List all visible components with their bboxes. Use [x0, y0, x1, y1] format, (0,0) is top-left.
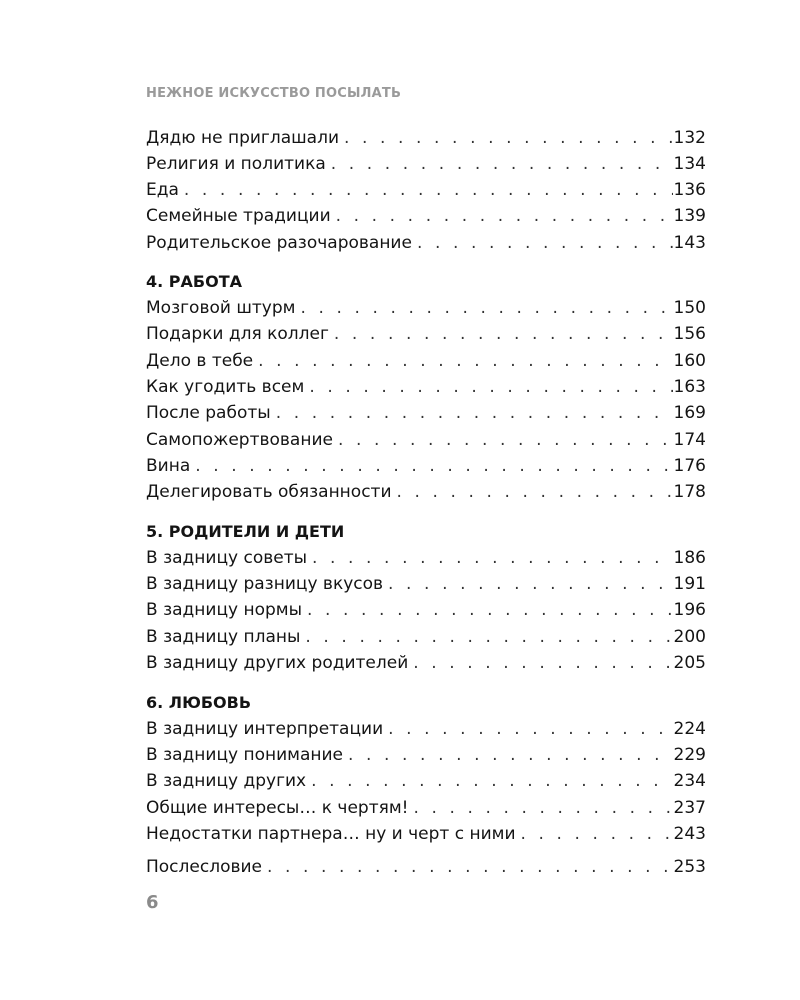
section-heading: 6. ЛЮБОВЬ	[146, 693, 252, 712]
toc-entry	[146, 178, 706, 202]
toc-entry-title: Религия и политика	[146, 154, 326, 174]
toc-entry-title: В задницу советы	[146, 548, 308, 568]
dot-leader	[336, 204, 673, 228]
dot-leader	[413, 796, 672, 820]
toc-entry	[146, 204, 706, 228]
toc-entry-page: 139	[673, 206, 706, 226]
toc-entry-title: Дело в тебе	[146, 351, 254, 371]
dot-leader	[417, 231, 673, 255]
toc-entry	[146, 322, 706, 346]
toc-entry-page: 186	[673, 548, 706, 568]
toc-entry	[146, 822, 706, 846]
dot-leader	[307, 598, 673, 622]
toc-entry	[146, 401, 706, 425]
toc-entry	[146, 152, 706, 176]
toc-entry-afterword	[146, 855, 706, 879]
toc-entry-title: В задницу других	[146, 771, 307, 791]
toc-entry-title: В задницу планы	[146, 627, 301, 647]
toc-entry-page: 229	[673, 745, 706, 765]
toc-entry-page: 134	[673, 154, 706, 174]
toc-entry	[146, 651, 706, 675]
toc-entry-title: В задницу понимание	[146, 745, 344, 765]
toc-entry-page: 156	[673, 324, 706, 344]
page-number: 6	[146, 892, 159, 913]
toc-entry	[146, 231, 706, 255]
dot-leader	[305, 625, 672, 649]
toc-entry-title: В задницу интерпретации	[146, 719, 384, 739]
toc-entry	[146, 296, 706, 320]
toc-entry	[146, 480, 706, 504]
toc-entry-page: 163	[673, 377, 706, 397]
dot-leader	[413, 651, 672, 675]
toc-entry-title: Вина	[146, 456, 191, 476]
dot-leader	[397, 480, 673, 504]
toc-entry	[146, 625, 706, 649]
toc-entry-title: Как угодить всем	[146, 377, 305, 397]
toc-entry-title: После работы	[146, 403, 271, 423]
toc-entry	[146, 769, 706, 793]
toc-entry	[146, 349, 706, 373]
dot-leader	[334, 322, 673, 346]
dot-leader	[184, 178, 673, 202]
toc-entry-page: 234	[673, 771, 706, 791]
section-heading: 5. РОДИТЕЛИ И ДЕТИ	[146, 522, 345, 541]
toc-entry	[146, 598, 706, 622]
toc-entry-page: 224	[673, 719, 706, 739]
dot-leader	[312, 546, 673, 570]
toc-entry-page: 200	[673, 627, 706, 647]
dot-leader	[300, 296, 672, 320]
dot-leader	[258, 349, 672, 373]
dot-leader	[195, 454, 672, 478]
toc-entry	[146, 375, 706, 399]
dot-leader	[276, 401, 673, 425]
dot-leader	[309, 375, 672, 399]
toc-entry-title: В задницу нормы	[146, 600, 303, 620]
toc-entry-title: Дядю не приглашали	[146, 128, 340, 148]
toc-entry-page: 150	[673, 298, 706, 318]
running-head: НЕЖНОЕ ИСКУССТВО ПОСЫЛАТЬ	[146, 86, 402, 101]
toc-entry-page: 160	[673, 351, 706, 371]
toc-entry-page: 237	[673, 798, 706, 818]
dot-leader	[388, 572, 673, 596]
toc-entry-title: Самопожертвование	[146, 430, 333, 450]
dot-leader	[338, 428, 673, 452]
dot-leader	[521, 822, 673, 846]
dot-leader	[331, 152, 673, 176]
toc-entry-title: Недостатки партнера… ну и черт с ними	[146, 824, 516, 844]
toc-entry	[146, 546, 706, 570]
toc-entry	[146, 572, 706, 596]
section-heading: 4. РАБОТА	[146, 272, 242, 291]
toc-entry-page: 169	[673, 403, 706, 423]
toc-entry-page: 243	[673, 824, 706, 844]
dot-leader	[311, 769, 672, 793]
toc-entry	[146, 428, 706, 452]
toc-entry-title: Еда	[146, 180, 179, 200]
toc-entry	[146, 126, 706, 150]
toc-entry-page: 143	[673, 233, 706, 253]
toc-entry-title: Делегировать обязанности	[146, 482, 392, 502]
toc-entry-title: В задницу других родителей	[146, 653, 409, 673]
toc-entry-title: Семейные традиции	[146, 206, 331, 226]
toc-entry-title: Общие интересы… к чертям!	[146, 798, 409, 818]
dot-leader	[344, 126, 673, 150]
toc-entry-page: 174	[673, 430, 706, 450]
toc-entry	[146, 796, 706, 820]
toc-entry-title: Послесловие	[146, 857, 262, 877]
toc-entry-title: В задницу разницу вкусов	[146, 574, 384, 594]
toc-entry-page: 176	[673, 456, 706, 476]
toc-entry-page: 205	[673, 653, 706, 673]
toc-entry-page: 178	[673, 482, 706, 502]
toc-entry-page: 191	[673, 574, 706, 594]
dot-leader	[348, 743, 673, 767]
dot-leader	[267, 855, 673, 879]
toc-entry-page: 136	[673, 180, 706, 200]
toc-entry	[146, 743, 706, 767]
toc-entry-title: Родительское разочарование	[146, 233, 412, 253]
toc-entry-page: 253	[673, 857, 706, 877]
toc-entry-title: Мозговой штурм	[146, 298, 296, 318]
toc-entry-title: Подарки для коллег	[146, 324, 329, 344]
toc-entry	[146, 454, 706, 478]
toc-entry-page: 132	[673, 128, 706, 148]
dot-leader	[388, 717, 672, 741]
toc-entry-page: 196	[673, 600, 706, 620]
toc-entry	[146, 717, 706, 741]
